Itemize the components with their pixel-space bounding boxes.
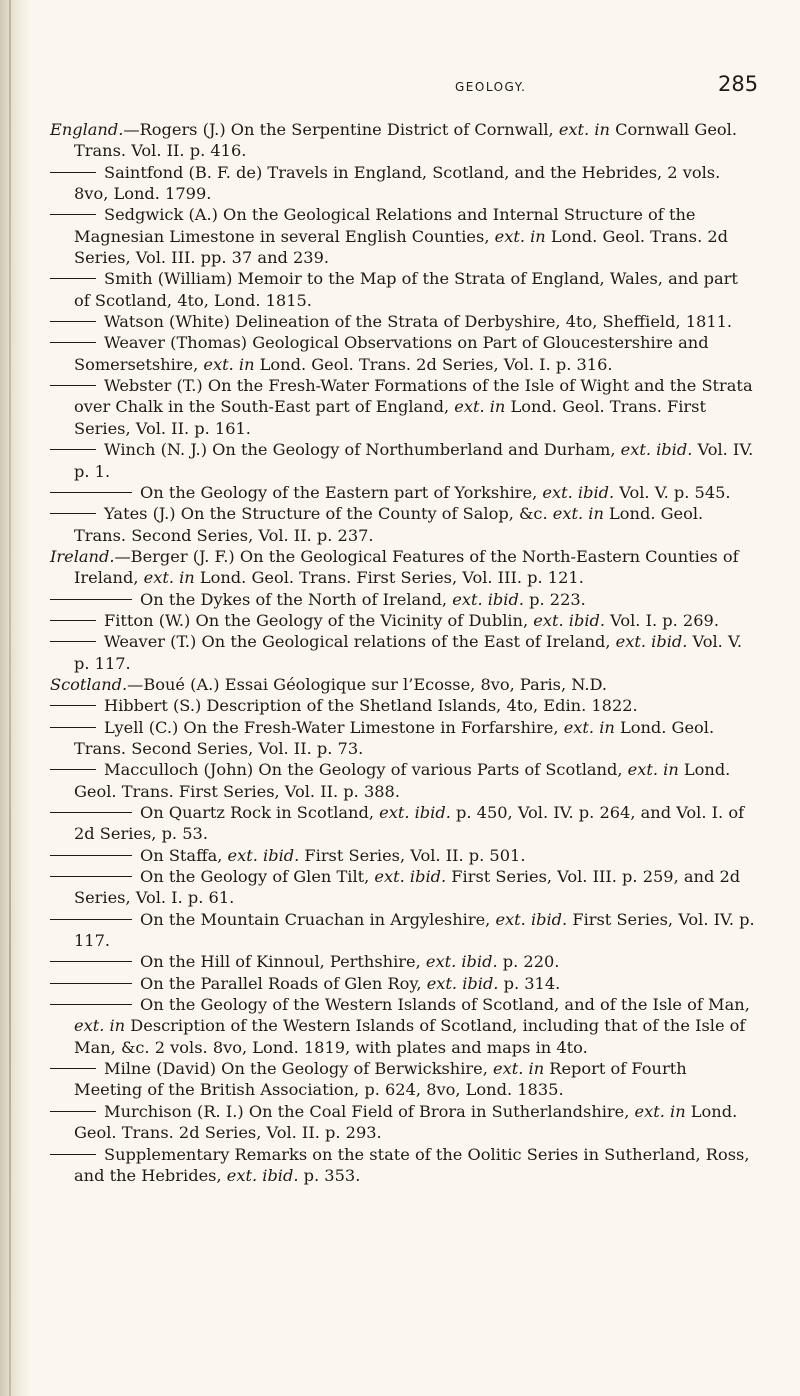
double-ditto-dash xyxy=(50,983,132,984)
ditto-dash xyxy=(50,278,96,279)
bibliography-entry: Weaver (Thomas) Geological Observations on Part of Gloucestershire and Somersetshire, ext. in Lond. Geol. Trans. 2d Series, Vol. I. p. 316. xyxy=(50,332,755,375)
bibliography-entry: Milne (David) On the Geology of Berwickshire, ext. in Report of Fourth Meeting of the British Association, p. 624, 8vo, Lond. 1835. xyxy=(50,1058,755,1101)
bibliography-entry: On Staffa, ext. ibid. First Series, Vol. II. p. 501. xyxy=(50,845,755,866)
page-number: 285 xyxy=(718,72,759,96)
ditto-dash xyxy=(50,449,96,450)
bibliography-entry: On the Hill of Kinnoul, Perthshire, ext. ibid. p. 220. xyxy=(50,951,755,972)
bibliography-entry: On the Geology of the Eastern part of Yorkshire, ext. ibid. Vol. V. p. 545. xyxy=(50,482,755,503)
bibliography-entry: On the Geology of Glen Tilt, ext. ibid. First Series, Vol. III. p. 259, and 2d Series, Vol. I. p. 61. xyxy=(50,866,755,909)
bibliography-entry: Sedgwick (A.) On the Geological Relations and Internal Structure of the Magnesian Limestone in several English Counties, ext. in Lond. Geol. Trans. 2d Series, Vol. III. pp. 37 and 239. xyxy=(50,204,755,268)
bibliography-entry: Fitton (W.) On the Geology of the Vicinity of Dublin, ext. ibid. Vol. I. p. 269. xyxy=(50,610,755,631)
ditto-dash xyxy=(50,1154,96,1155)
bibliography-entry: Yates (J.) On the Structure of the County of Salop, &c. ext. in Lond. Geol. Trans. Second Series, Vol. II. p. 237. xyxy=(50,503,755,546)
ditto-dash xyxy=(50,172,96,173)
double-ditto-dash xyxy=(50,492,132,493)
double-ditto-dash xyxy=(50,919,132,920)
region-heading: Ireland. xyxy=(50,546,115,566)
ditto-dash xyxy=(50,641,96,642)
ditto-dash xyxy=(50,513,96,514)
bibliography-entry: Smith (William) Memoir to the Map of the Strata of England, Wales, and part of Scotland, 4to, Lond. 1815. xyxy=(50,268,755,311)
ditto-dash xyxy=(50,620,96,621)
bibliography-entry: Macculloch (John) On the Geology of various Parts of Scotland, ext. in Lond. Geol. Trans. First Series, Vol. II. p. 388. xyxy=(50,759,755,802)
running-title: GEOLOGY. xyxy=(455,80,527,94)
ditto-dash xyxy=(50,705,96,706)
ditto-dash xyxy=(50,1111,96,1112)
bibliography-entry: Ireland.—Berger (J. F.) On the Geological Features of the North-Eastern Counties of Ireland, ext. in Lond. Geol. Trans. First Series, Vol. III. p. 121. xyxy=(50,546,739,588)
ditto-dash xyxy=(50,769,96,770)
bibliography-entry: Weaver (T.) On the Geological relations of the East of Ireland, ext. ibid. Vol. V. p. 117. xyxy=(50,631,755,674)
bibliography-list xyxy=(50,119,755,1186)
ditto-dash xyxy=(50,214,96,215)
bibliography-entry: Watson (White) Delineation of the Strata of Derbyshire, 4to, Sheffield, 1811. xyxy=(50,311,755,332)
double-ditto-dash xyxy=(50,812,132,813)
bibliography-entry: On the Mountain Cruachan in Argyleshire, ext. ibid. First Series, Vol. IV. p. 117. xyxy=(50,909,755,952)
bibliography-entry: Winch (N. J.) On the Geology of Northumberland and Durham, ext. ibid. Vol. IV. p. 1. xyxy=(50,439,755,482)
double-ditto-dash xyxy=(50,961,132,962)
double-ditto-dash xyxy=(50,1004,132,1005)
double-ditto-dash xyxy=(50,855,132,856)
bibliography-entry: Scotland.—Boué (A.) Essai Géologique sur l’Ecosse, 8vo, Paris, N.D. xyxy=(50,674,608,694)
ditto-dash xyxy=(50,727,96,728)
double-ditto-dash xyxy=(50,599,132,600)
region-heading: England. xyxy=(50,120,124,139)
bibliography-entry: Hibbert (S.) Description of the Shetland Islands, 4to, Edin. 1822. xyxy=(50,695,755,716)
bibliography-entry: Webster (T.) On the Fresh-Water Formations of the Isle of Wight and the Strata over Chalk in the South-East part of England, ext. in Lond. Geol. Trans. First Series, Vol. II. p. 161. xyxy=(50,375,755,439)
bibliography-entry: England.—Rogers (J.) On the Serpentine District of Cornwall, ext. in Cornwall Geol. Trans. Vol. II. p. 416. xyxy=(50,120,737,161)
gutter-binding-line xyxy=(9,0,11,1396)
bibliography-entry: On Quartz Rock in Scotland, ext. ibid. p. 450, Vol. IV. p. 264, and Vol. I. of 2d Series, p. 53. xyxy=(50,802,755,845)
double-ditto-dash xyxy=(50,876,132,877)
ditto-dash xyxy=(50,321,96,322)
bibliography-entry: Saintfond (B. F. de) Travels in England, Scotland, and the Hebrides, 2 vols. 8vo, Lond. 1799. xyxy=(50,162,755,205)
bibliography-entry: Lyell (C.) On the Fresh-Water Limestone in Forfarshire, ext. in Lond. Geol. Trans. Second Series, Vol. II. p. 73. xyxy=(50,717,755,760)
book-gutter xyxy=(0,0,30,1396)
bibliography-entry: On the Geology of the Western Islands of Scotland, and of the Isle of Man, ext. in Description of the Western Islands of Scotland, including that of the Isle of Man, &c. 2 vols. 8vo, Lond. 1819, with plates and maps in 4to. xyxy=(50,994,755,1058)
bibliography-entry: On the Dykes of the North of Ireland, ext. ibid. p. 223. xyxy=(50,589,755,610)
ditto-dash xyxy=(50,1068,96,1069)
region-heading: Scotland. xyxy=(50,674,128,694)
ditto-dash xyxy=(50,385,96,386)
ditto-dash xyxy=(50,342,96,343)
bibliography-entry: On the Parallel Roads of Glen Roy, ext. ibid. p. 314. xyxy=(50,973,755,994)
bibliography-entry: Murchison (R. I.) On the Coal Field of Brora in Sutherlandshire, ext. in Lond. Geol. Trans. 2d Series, Vol. II. p. 293. xyxy=(50,1101,755,1144)
bibliography-entry: Supplementary Remarks on the state of the Oolitic Series in Sutherland, Ross, and the Hebrides, ext. ibid. p. 353. xyxy=(50,1144,755,1187)
